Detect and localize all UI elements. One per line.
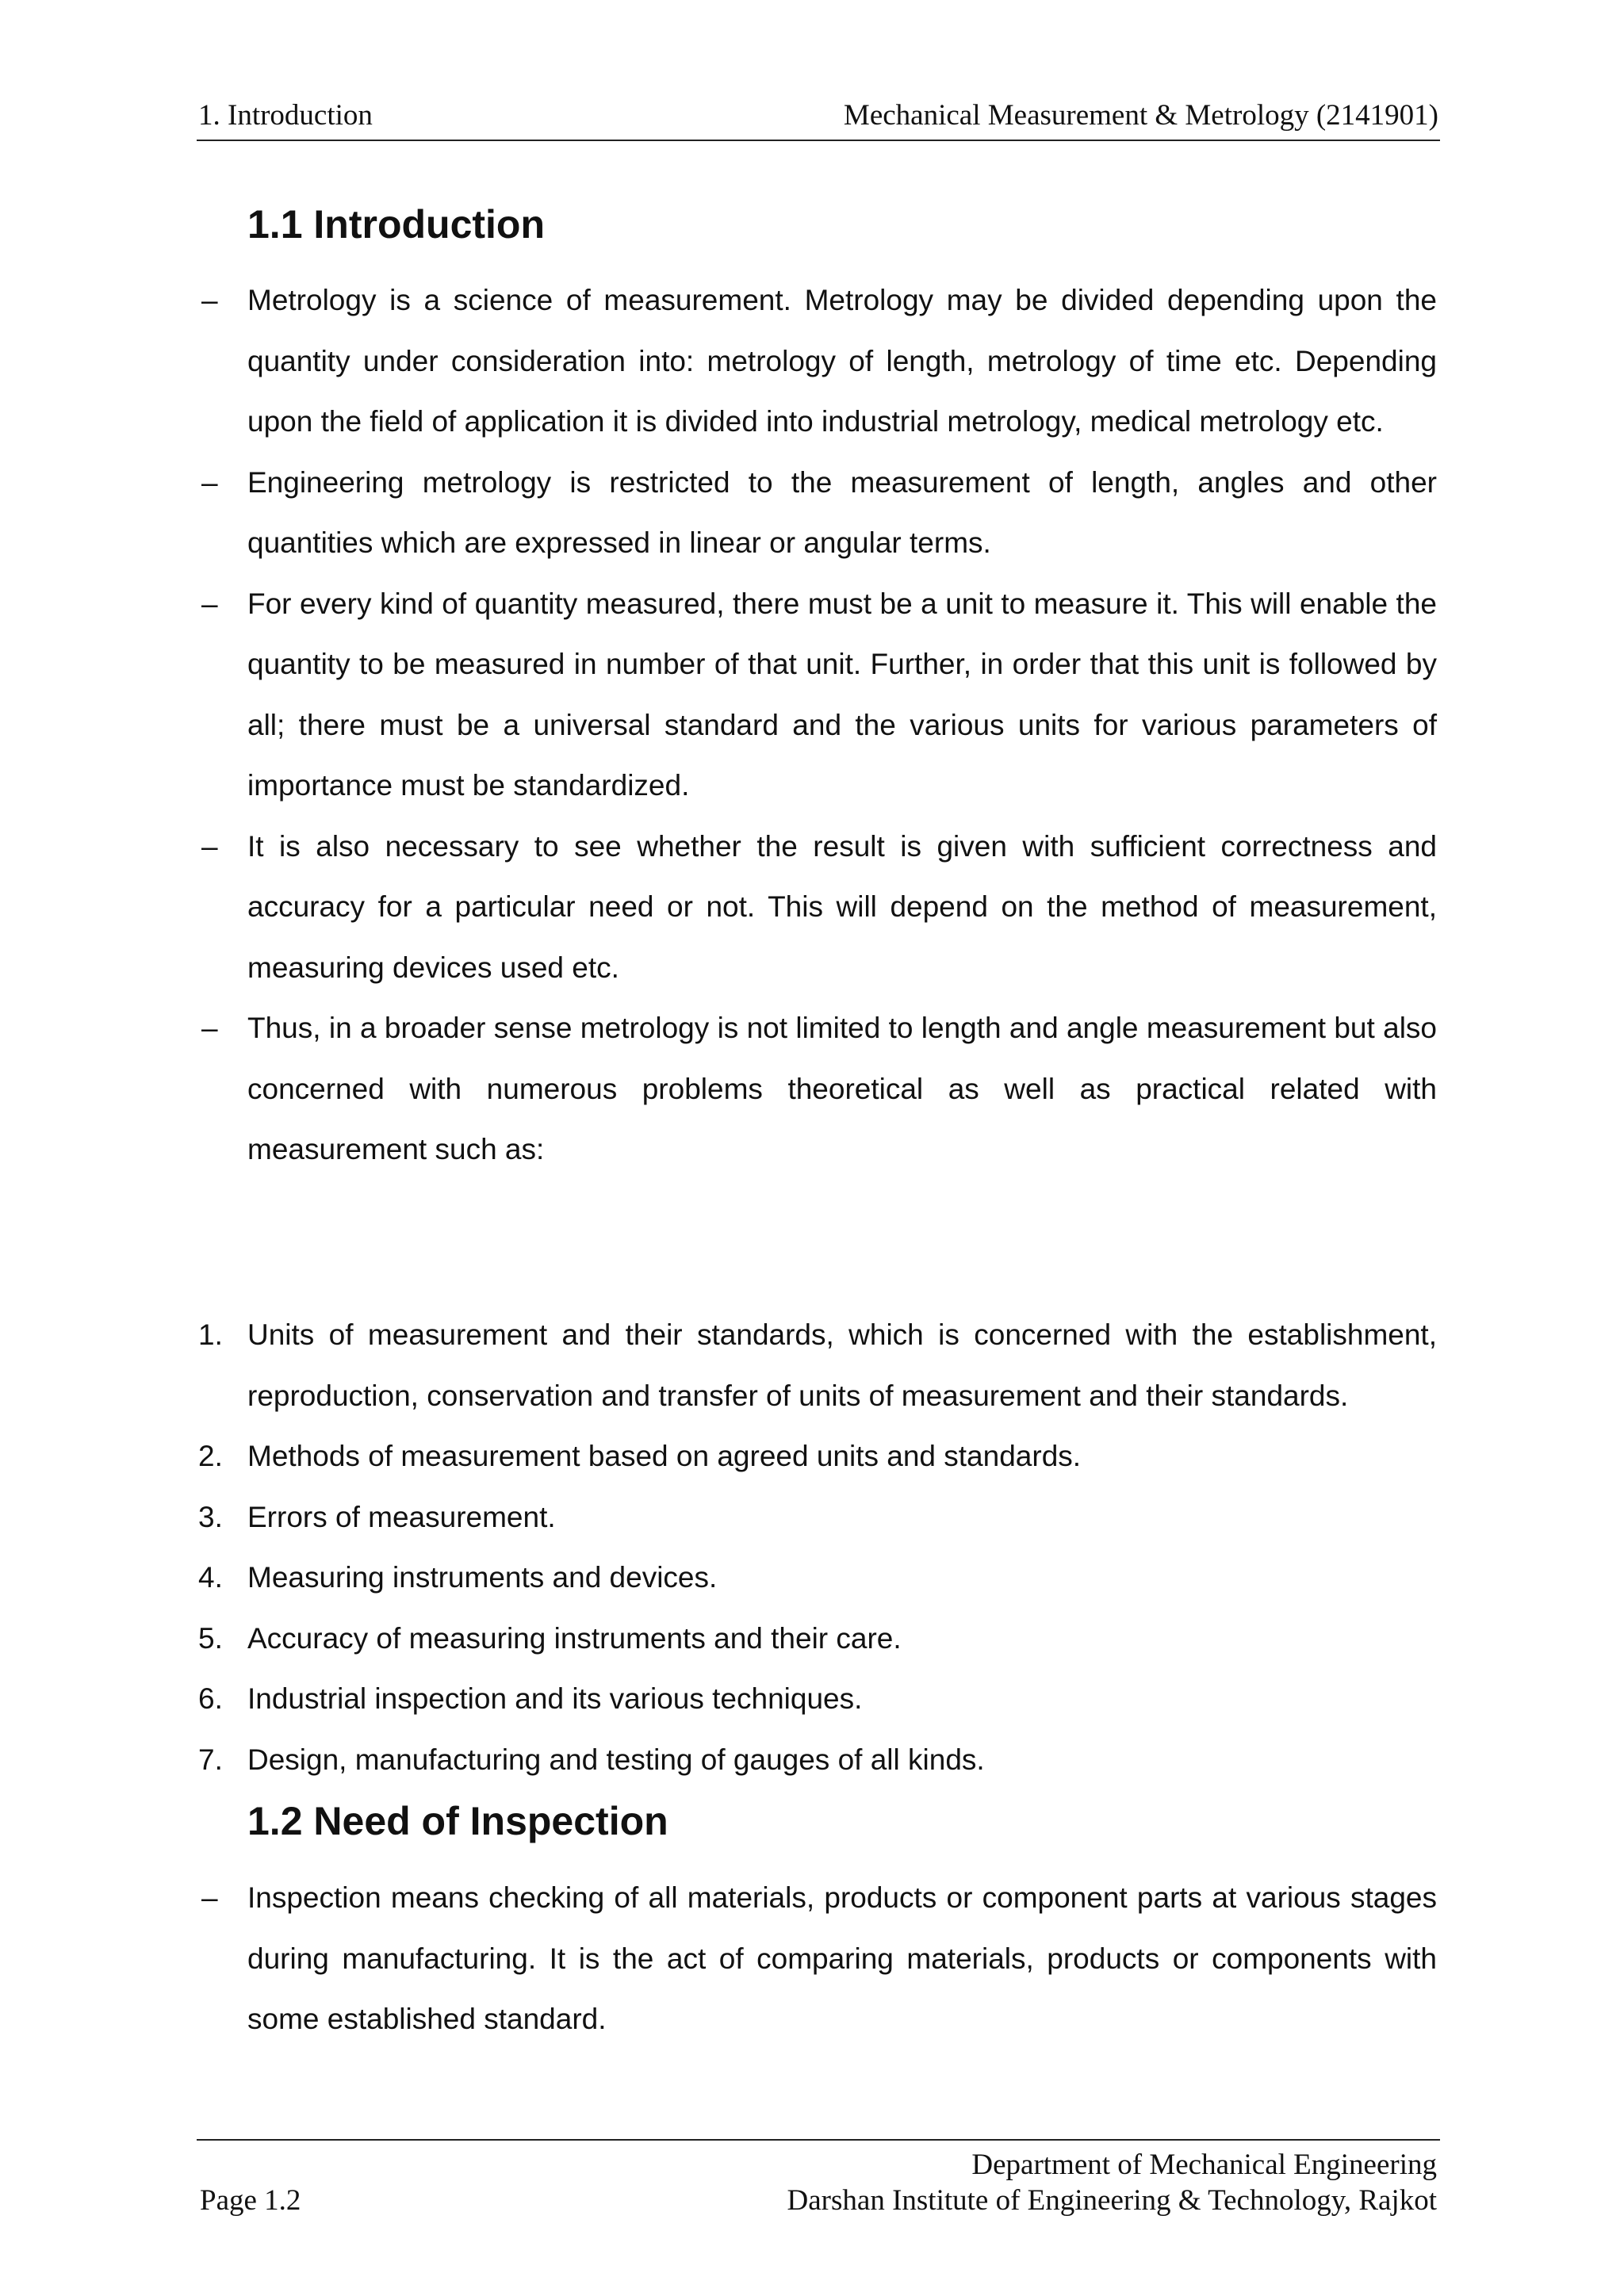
page-header: [197, 98, 1440, 141]
list-item: [197, 1548, 1437, 1609]
list-number: 7.: [198, 1743, 223, 1776]
dash-bullet: –: [201, 1012, 218, 1044]
dash-bullet: –: [201, 284, 218, 316]
bullet-text: Thus, in a broader sense metrology is not limited to length and angle measurement but also concerned with numerous problems theoretical as well as practical related with measurement such as:: [247, 1012, 1437, 1165]
header-chapter: 1. Introduction: [198, 99, 373, 132]
list-number: 1.: [198, 1318, 223, 1351]
footer-department: Department of Mechanical Engineering: [971, 2149, 1437, 2181]
inspection-bullet-list: [197, 1868, 1437, 2050]
dash-bullet: –: [201, 465, 218, 499]
list-item: [197, 1426, 1437, 1487]
list-item: [197, 1730, 1437, 1791]
bullet-text: Inspection means checking of all materials, products or component parts at various stages during manufacturing. It is the act of comparing materials, products or components with some established standard.: [247, 1881, 1437, 2035]
list-item-text: Industrial inspection and its various techniques.: [247, 1682, 863, 1715]
list-item-text: Accuracy of measuring instruments and their care.: [247, 1621, 902, 1655]
dash-bullet: –: [201, 829, 218, 863]
header-course-title: Mechanical Measurement & Metrology (2141901): [843, 99, 1438, 132]
dash-bullet: –: [201, 587, 218, 620]
list-item: [197, 574, 1437, 817]
list-number: 2.: [198, 1440, 223, 1472]
page-number: Page 1.2: [200, 2184, 301, 2217]
list-item: [197, 1609, 1437, 1670]
bullet-text: For every kind of quantity measured, there must be a unit to measure it. This will enable the quantity to be measured in number of that unit. Further, in order that this unit is followed by all; there must be a universal standard and the various units for various parameters of importance must be standardized.: [247, 587, 1437, 802]
section-title-introduction: 1.1 Introduction: [247, 202, 545, 247]
list-item-text: Design, manufacturing and testing of gauges of all kinds.: [247, 1743, 985, 1776]
list-item: [197, 817, 1437, 999]
list-item-text: Measuring instruments and devices.: [247, 1561, 718, 1594]
bullet-text: It is also necessary to see whether the result is given with sufficient correctness and accuracy for a particular need or not. This will depend on the method of measurement, measuring devices used etc.: [247, 829, 1437, 984]
list-number: 5.: [198, 1621, 223, 1655]
list-item: [197, 1487, 1437, 1548]
list-number: 6.: [198, 1682, 223, 1715]
list-number: 4.: [198, 1561, 223, 1594]
list-item: [197, 1305, 1437, 1426]
bullet-text: Metrology is a science of measurement. Metrology may be divided depending upon the quantity under consideration into: metrology of length, metrology of time etc. Depending upon the field of application it is divided into industrial metrology, medical metrology etc.: [247, 284, 1437, 438]
bullet-text: Engineering metrology is restricted to the measurement of length, angles and other quantities which are expressed in linear or angular terms.: [247, 465, 1437, 559]
list-number: 3.: [198, 1500, 223, 1533]
list-item: [197, 1669, 1437, 1730]
list-item: [197, 998, 1437, 1181]
list-item: [197, 1868, 1437, 2050]
metrology-topics-numbered-list: [197, 1305, 1437, 1790]
list-item: [197, 453, 1437, 574]
list-item: [197, 270, 1437, 453]
introduction-bullet-list: [197, 270, 1437, 1181]
section-title-need-of-inspection: 1.2 Need of Inspection: [247, 1799, 668, 1843]
list-item-text: Methods of measurement based on agreed units and standards.: [247, 1440, 1082, 1472]
footer-institute: Darshan Institute of Engineering & Technology, Rajkot: [787, 2184, 1437, 2217]
list-item-text: Units of measurement and their standards, which is concerned with the establishment, reproduction, conservation and transfer of units of measurement and their standards.: [247, 1318, 1437, 1412]
list-item-text: Errors of measurement.: [247, 1500, 556, 1533]
page-footer: [197, 2139, 1440, 2217]
dash-bullet: –: [201, 1881, 218, 1914]
